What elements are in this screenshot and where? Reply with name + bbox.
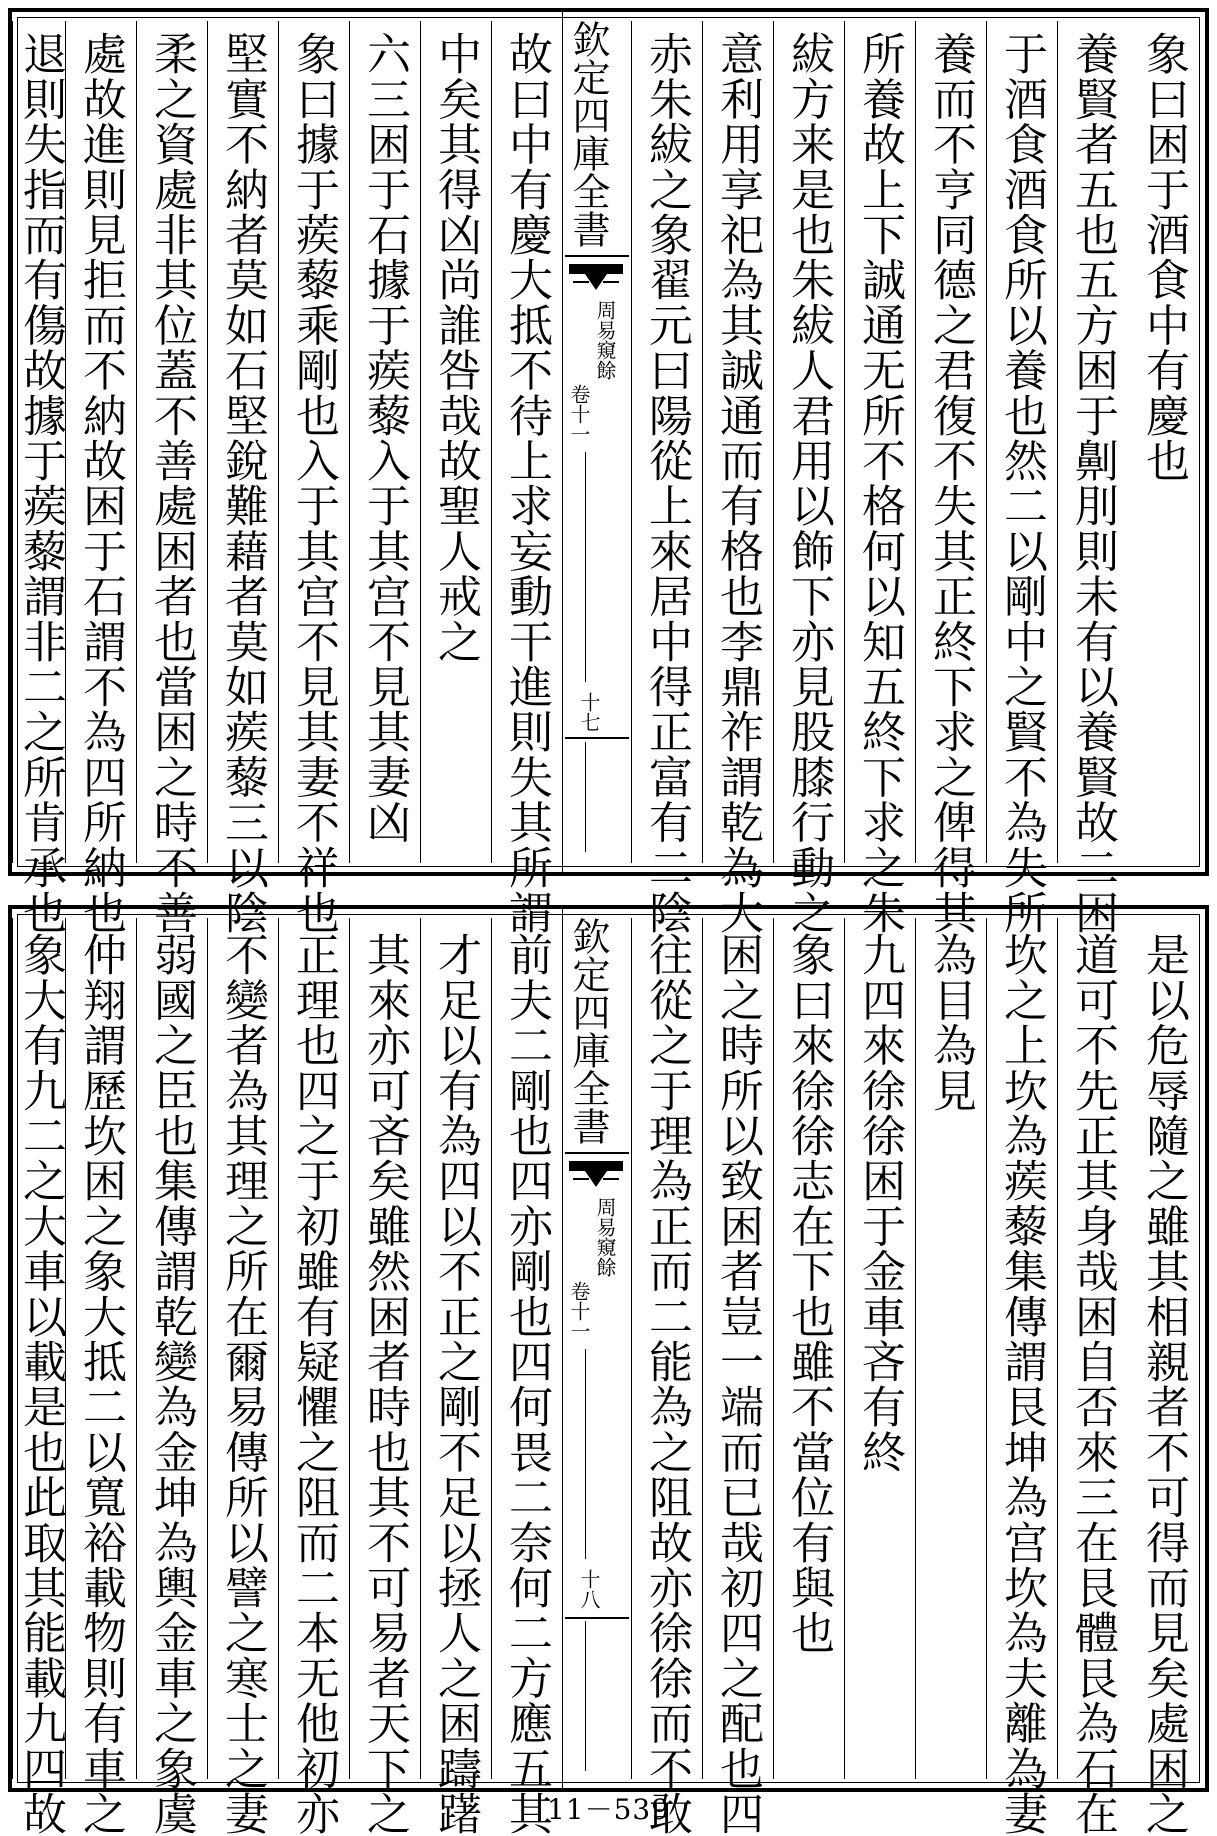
fold-line (585, 742, 586, 852)
banxin-title (566, 917, 615, 1145)
upper-page (8, 8, 1209, 935)
fishtail-mark-icon (567, 1157, 625, 1191)
text-column (207, 918, 278, 1836)
column-text: 道可不先正其身哉困自否來三在艮體艮為石在 (1067, 932, 1118, 1836)
fold-line (585, 452, 586, 682)
page-number: 11－539 (546, 1793, 671, 1826)
column-text: 意利用享祀為其誠通而有格也李鼎祚謂乾為大 (712, 31, 763, 935)
column-text: 六三困于石據于蒺藜入于其宫不見其妻凶 (359, 31, 410, 845)
column-text: 正理也四之于初雖有疑懼之阻而二本无他初亦 (288, 932, 339, 1836)
column-text: 處故進則見拒而不納故困于石謂不為四所納也 (75, 31, 126, 935)
column-text: 所養故上下誠通无所不格何以知五終下求之朱 (854, 31, 905, 935)
column-text: 其來亦可吝矣雖然困者時也其不可易者天下之 (359, 932, 410, 1836)
column-text: 象曰困于酒食中有慶也 (1138, 31, 1189, 483)
banxin-book-title: 周易窺餘 (593, 1197, 617, 1277)
column-text: 為目為見 (925, 932, 976, 1113)
column-text: 赤朱紱之象翟元曰陽從上來居中得正富有二陰 (641, 31, 692, 935)
text-column (1129, 21, 1201, 863)
column-text: 堅實不納者莫如石堅銳難藉者莫如蒺藜三以陰 (217, 31, 268, 935)
fold-rule (565, 1617, 629, 1619)
text-column (702, 918, 773, 1836)
text-column (207, 21, 278, 935)
text-column (631, 21, 702, 935)
fishtail-mark-icon (567, 260, 625, 294)
banxin-volume: 卷十一 (567, 384, 591, 444)
text-column (136, 918, 207, 1836)
column-text: 中矣其得凶尚誰咎哉故聖人戒之 (430, 31, 481, 664)
fold-line (585, 1349, 586, 1559)
banxin-title-text: 欽定四庫全書 (566, 20, 610, 248)
column-text: 象大有九二之大車以載是也此取其能載九四故 (15, 932, 66, 1836)
center-fold-column (562, 12, 631, 872)
column-text: 坎之上坎為蒺藜集傳謂艮坤為宫坎為夫離為妻 (996, 932, 1047, 1836)
text-column (844, 918, 915, 1779)
column-text: 養而不亨同德之君復不失其正終下求之俾得其 (925, 31, 976, 935)
text-column (1057, 21, 1129, 935)
column-text: 困之時所以致困者豈一端而已哉初四之配也四 (712, 932, 763, 1836)
folio-text: 十七 (577, 692, 601, 732)
column-text: 才足以有為四以不正之剛不足以拯人之困躊躇 (430, 932, 481, 1836)
text-column (349, 918, 420, 1836)
text-column (773, 21, 844, 935)
column-text: 象曰據于蒺藜乘剛也入于其宫不見其妻不祥也 (288, 31, 339, 935)
folio-text: 十八 (577, 1569, 601, 1609)
text-column (12, 21, 66, 935)
text-column (844, 21, 915, 935)
column-text: 故曰中有慶大抵不待上求妄動干進則失其所謂 (501, 31, 552, 935)
text-column (65, 21, 136, 935)
banxin-book-title: 周易窺餘 (593, 300, 617, 380)
column-text: 九四來徐徐困于金車吝有終 (854, 932, 905, 1475)
banxin-subtitle (567, 1197, 619, 1341)
text-column (986, 21, 1057, 935)
banxin-title (566, 20, 615, 248)
fold-rule (565, 737, 629, 739)
column-text: 仲翔謂歷坎困之象大抵二以寬裕載物則有車之 (75, 932, 126, 1836)
text-column (349, 21, 420, 863)
folio-number (579, 692, 615, 732)
text-column (1057, 918, 1129, 1836)
text-column (915, 21, 986, 935)
column-text: 退則失指而有傷故據于蒺藜謂非二之所肯承也 (15, 31, 66, 935)
column-text: 前夫二剛也四亦剛也四何畏二奈何二方應五其 (501, 932, 552, 1836)
text-column (702, 21, 773, 935)
banxin-subtitle (567, 300, 619, 444)
column-text: 象曰來徐徐志在下也雖不當位有與也 (783, 932, 834, 1656)
column-text: 于酒食酒食所以養也然二以剛中之賢不為失所 (996, 31, 1047, 935)
folio-number (579, 1569, 615, 1609)
text-column (65, 918, 136, 1836)
column-text: 紱方来是也朱紱人君用以飾下亦見股膝行動之 (783, 31, 834, 935)
text-column (915, 918, 986, 1779)
text-column (420, 21, 491, 863)
column-text: 是以危辱隨之雖其相親者不可得而見矣處困之 (1138, 932, 1189, 1836)
text-column (1129, 918, 1201, 1836)
text-column (773, 918, 844, 1779)
text-column (420, 918, 491, 1836)
text-column (631, 918, 702, 1836)
text-column (491, 21, 562, 935)
text-column (986, 918, 1057, 1836)
column-text: 弱國之臣也集傳謂乾變為金坤為輿金車之象虞 (146, 932, 197, 1836)
banxin-volume: 卷十一 (567, 1281, 591, 1341)
text-column (136, 21, 207, 935)
text-column (278, 918, 349, 1836)
text-column (12, 918, 66, 1836)
column-text: 往從之于理為正而二能為之阻故亦徐徐而不敢 (641, 932, 692, 1836)
fold-line (585, 1621, 586, 1771)
column-text: 不變者為其理之所在爾易傳所以譬之寒士之妻 (217, 932, 268, 1836)
banxin-title-text: 欽定四庫全書 (566, 917, 610, 1145)
text-column (278, 21, 349, 935)
column-text: 養賢者五也五方困于劓刖則未有以養賢故二困 (1067, 31, 1118, 935)
column-text: 柔之資處非其位蓋不善處困者也當困之時不善 (146, 31, 197, 935)
fold-rule (565, 1152, 629, 1154)
center-fold-column (562, 909, 631, 1788)
text-column (491, 918, 562, 1836)
fold-rule (565, 255, 629, 257)
